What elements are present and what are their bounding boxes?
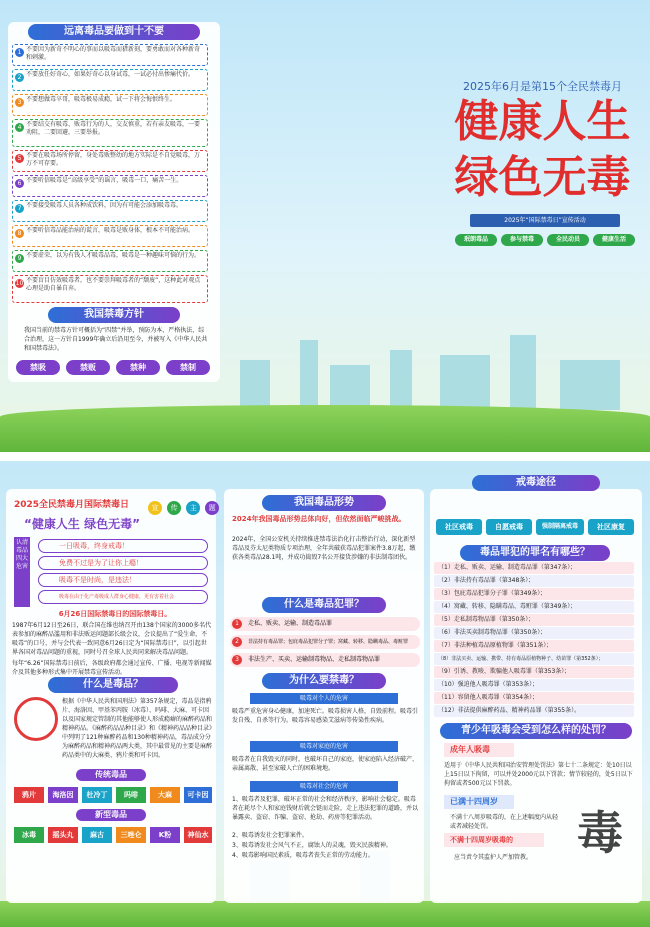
drug-tag: 冰毒 xyxy=(14,827,44,843)
rule-number-icon: 4 xyxy=(15,123,24,132)
drug-tag: 麻古 xyxy=(82,827,112,843)
youth-title: 青少年吸毒会受到怎么样的处罚？ xyxy=(440,723,632,739)
cover-title-line2: 绿色无毒 xyxy=(454,152,631,203)
grass-field xyxy=(0,405,650,452)
harm-side-label: 认清毒品四大危害 xyxy=(14,537,30,607)
top-sheet xyxy=(0,0,650,452)
policy-pill: 禁种 xyxy=(116,360,160,375)
crime-name-row: （6）非法买卖制毒物品罪（第350条）； xyxy=(434,627,634,639)
no-drugs-icon xyxy=(14,697,58,741)
crime-names-title: 毒品罪犯的罪名有哪些？ xyxy=(460,545,610,561)
child-label: 不满十四周岁吸毒的 xyxy=(444,833,544,847)
cover-title-line1: 健康人生 xyxy=(454,96,631,147)
cover-tag: 健康生活 xyxy=(593,234,635,246)
crime-name-row: （3）包庇毒品犯罪分子罪（第349条）； xyxy=(434,588,634,600)
drug-tag: K粉 xyxy=(150,827,180,843)
harm-personal-text: 吸毒严重危害身心健康，加速死亡。吸毒损害人格，自毁前程。吸毒引发自残、自杀等行为。吸毒容易感染艾滋病等传染性疾病。 xyxy=(232,708,419,724)
rule-number-icon: 1 xyxy=(15,48,24,57)
rule-item: 1 不要因为新奇不明心的事而以吸毒而猎新刻，要勇敢而对各种新奇和刺激。 xyxy=(12,44,208,66)
route-tag: 社区戒毒 xyxy=(436,519,482,535)
what-text: 根据《中华人民共和国刑法》第357条规定，毒品是指鸦片、海洛因、甲基苯丙胺（冰毒）、吗啡、大麻、可卡因以及国家规定管制的其他能够使人形成瘾癖的麻醉药品和精神药品。《麻醉药品品种目录》和《精神药品品种目录》中列明了121种麻醉药品和130种精神药品，毒品成分分为麻醉药品和精神药品两大类，其中最常见的主要是麻醉药品类中的大麻类、鸦片类和可卡因。 xyxy=(62,698,213,759)
crime-name-row: （7）非法种植毒品原植物罪（第351条）； xyxy=(434,640,634,652)
city-building xyxy=(330,365,370,410)
what-title: 什么是毒品？ xyxy=(48,677,178,693)
harm-point: 免费不过是为了让你上瘾！ xyxy=(38,556,208,570)
harm-society-item: 2、吸毒诱发社会犯罪案件。 xyxy=(232,832,308,839)
rule-item: 4 不要结交有吸毒、贩毒行为的人，交友慎重，若有亲友吸毒，一要劝阻，二要回避，三要举报。 xyxy=(12,119,208,147)
drug-tag: 三唑仑 xyxy=(116,827,146,843)
number-icon: 3 xyxy=(232,655,242,665)
bottom-sheet xyxy=(0,461,650,927)
city-building xyxy=(390,350,412,410)
policy-title: 我国禁毒方针 xyxy=(48,307,180,323)
teen-label: 已满十四周岁 xyxy=(444,795,514,809)
crime-name-row: （5）走私制毒物品罪（第350条）； xyxy=(434,614,634,626)
rule-item: 5 不要在吸毒场所停留，身处毒贩整幼的地方实际是不自觉吸毒，万万不可存要。 xyxy=(12,150,208,172)
rule-item: 2 不要放任好奇心，如果好奇心以身试毒，一试必付出惨痛代价。 xyxy=(12,69,208,91)
sheet-gap xyxy=(0,452,650,461)
drug-tag: 吗啡 xyxy=(116,787,146,803)
theme-char: 宣 xyxy=(148,501,162,515)
col1-banner: 2025全民禁毒月国际禁毒日 xyxy=(14,500,130,510)
rule-item: 6 不要听信吸毒是“高级享受”的谣言，吸毒一口，痛苦一生。 xyxy=(12,175,208,197)
drug-stamp-graphic: 毒 xyxy=(577,806,623,860)
rule-item: 3 不要想做毒卒哥，吸毒极易成瘾，试一下将会悔恨终生。 xyxy=(12,94,208,116)
crime-name-row: （9）引诱、教唆、欺骗他人吸毒罪（第353条）； xyxy=(434,666,634,678)
crime-name-row: （11）容留他人吸毒罪（第354条）； xyxy=(434,692,634,704)
route-tag: 强制隔离戒毒 xyxy=(536,519,584,535)
theme-char: 题 xyxy=(205,501,219,515)
harm-point: 吸毒不是时尚，是违法！ xyxy=(38,573,208,587)
rule-number-icon: 9 xyxy=(15,254,24,263)
adult-label: 成年人吸毒 xyxy=(444,743,514,757)
rule-item: 8 不要听信毒品能治病的谎言，吸毒是贩身体，根本不可能治病。 xyxy=(12,225,208,247)
rule-number-icon: 8 xyxy=(15,229,24,238)
drug-tag: 神仙水 xyxy=(184,827,212,843)
cover-subtitle: 2025年6月是第15个全民禁毒月 xyxy=(463,80,622,93)
situation-text: 2024年，全国公安机关持续推进禁毒法治化打击整治行动，深化新型毒品及芬太尼类物质专项治理，全年共破获毒品犯罪案件3.8万起，缴获各类毒品28.1吨，并成功捣毁7名公开接货涉嫌的非法制毒团伙。 xyxy=(232,536,416,561)
cover-tag: 珉朗毒品 xyxy=(455,234,497,246)
theme-chars xyxy=(148,495,219,515)
crime-name-row: （4）窝藏、转移、隐瞒毒品、毒赃罪（第349条）； xyxy=(434,601,634,613)
policy-pill: 禁吸 xyxy=(16,360,60,375)
number-icon: 1 xyxy=(232,619,242,629)
harm-point: 一日吸毒，终身戒毒！ xyxy=(38,539,208,553)
situation-lead: 2024年我国毒品形势总体向好，但依然面临严峻挑战。 xyxy=(232,515,406,523)
policy-pill: 禁制 xyxy=(166,360,210,375)
left-panel-title: 远离毒品要做到十不要 xyxy=(28,24,200,40)
crime-item: 1 走私、贩卖、运输、制造毒品罪 xyxy=(230,617,420,631)
city-building xyxy=(560,360,620,410)
adult-text: 适用于《中华人民共和国治安管理处罚法》第七十二条规定：处10日以上15日以下拘留，可以并处2000元以下罚款；情节较轻的，处5日以下拘留或者500元以下罚款。 xyxy=(444,762,633,787)
harm-family-text: 吸毒者在自我毁灭的同时，也破坏自己的家庭，使家庭陷入经济破产、亲属离散、甚至家破人亡的困难境地。 xyxy=(232,756,419,772)
history-text-2: 每年“6.26”国际禁毒日前后，各级政府都会通过宣传、广播、电视等新闻媒介及其他多种形式集中开展禁毒宣传活动。 xyxy=(12,660,212,676)
theme-char: 主 xyxy=(186,501,200,515)
harm-point: 吸毒在由于化产毒吸成人群身心健康，更有害着社会 xyxy=(38,590,208,604)
cover-tag: 参与禁毒 xyxy=(501,234,543,246)
crime-item: 2 非法持有毒品罪；包庇毒品犯罪分子罪；窝藏、转移、隐瞒毒品、毒赃罪 xyxy=(230,635,420,649)
situation-title: 我国毒品形势 xyxy=(262,495,386,511)
rule-number-icon: 3 xyxy=(15,98,24,107)
rule-item: 9 不要虚荣，以为有钱人才吸毒品毒，吸毒是一种趣味可恼的行为。 xyxy=(12,250,208,272)
campaign-banner: 2025年“国际禁毒日”宣传活动 xyxy=(470,214,620,227)
crime-item: 3 非法生产、买卖、运输制毒物品、走私制毒物品罪 xyxy=(230,653,420,667)
rule-number-icon: 10 xyxy=(15,280,24,287)
drug-tag: 大麻 xyxy=(150,787,180,803)
policy-pill: 禁贩 xyxy=(66,360,110,375)
harm-society-item: 4、吸毒影响国民素质，吸毒者丧失正常的劳动能力。 xyxy=(232,852,374,859)
rule-number-icon: 6 xyxy=(15,179,24,188)
rule-number-icon: 2 xyxy=(15,73,24,82)
route-tag: 社区康复 xyxy=(588,519,634,535)
city-building xyxy=(300,340,318,410)
rule-item: 7 不要接受吸毒人员各种成饮料，因为有可能会添加吸毒毒。 xyxy=(12,200,208,222)
harm-society-item: 3、吸毒诱发社会风气不正，腐蚀人的灵魂，毁灭民族精神。 xyxy=(232,842,392,849)
harm-personal-title: 吸毒对个人的危害 xyxy=(250,693,398,704)
new-title: 新型毒品 xyxy=(76,809,146,821)
policy-text: 我国当前的禁毒方针可概括为“四禁”并举，预防为本，严格执法，综合治理，这一方针自1999年确立后沿用至今，并被写入《中华人民共和国禁毒法》。 xyxy=(24,327,208,352)
drug-tag: 鸦片 xyxy=(14,787,44,803)
city-building xyxy=(440,355,490,410)
history-text: 1987年6月12日至26日，联合国在维也纳召开由138个国家的3000多名代表参加的麻醉品滥用和非法贩运问题部长级会议，会议提出了“爱生命，不吸毒”的口号，并与会代表一致同意6月26日定为“国际禁毒日”，以引起世界各国对毒品问题的重视，同时号召全球人民共同来解决毒品问题。 xyxy=(12,622,212,656)
date-line: 6月26日国际禁毒日的国际禁毒日。 xyxy=(58,610,172,618)
harm-society-title: 吸毒对社会的危害 xyxy=(250,781,398,792)
grass-field xyxy=(0,901,650,927)
cover-tag: 全民动员 xyxy=(547,234,589,246)
crime-name-row: （8）非法买卖、运输、携带、持有毒品原植物种子、幼苗罪（第352条）； xyxy=(434,653,634,665)
child-text: 应当责令其监护人严加管教。 xyxy=(454,854,533,861)
route-tag: 自愿戒毒 xyxy=(486,519,532,535)
crime-name-row: （12）非法提供麻醉药品、精神药品罪（第355条）。 xyxy=(434,705,634,717)
drug-tag: 海洛因 xyxy=(48,787,78,803)
drug-tag: 可卡因 xyxy=(184,787,212,803)
crime-name-row: （2）非法持有毒品罪（第348条）； xyxy=(434,575,634,587)
why-title: 为什么要禁毒？ xyxy=(262,673,386,689)
harm-family-title: 吸毒对家庭的危害 xyxy=(250,741,398,752)
crime-name-row: （10）强迫他人吸毒罪（第353条）； xyxy=(434,679,634,691)
traditional-title: 传统毒品 xyxy=(76,769,146,781)
crime-title: 什么是毒品犯罪？ xyxy=(262,597,386,613)
teen-text: 不满十八周岁吸毒的，在上述幅度内从轻或者减轻处罚。 xyxy=(450,814,559,830)
drug-tag: 摇头丸 xyxy=(48,827,78,843)
col1-slogan: “健康人生 绿色无毒” xyxy=(24,517,140,531)
drug-tag: 杜冷丁 xyxy=(82,787,112,803)
routes-title: 戒毒途径 xyxy=(472,475,600,491)
rule-number-icon: 5 xyxy=(15,154,24,163)
theme-char: 传 xyxy=(167,501,181,515)
number-icon: 2 xyxy=(232,637,242,647)
city-building xyxy=(510,335,536,410)
rule-number-icon: 7 xyxy=(15,204,24,213)
rule-item: 10 不要盲目仿效吸毒者，也不要崇拜吸毒者的“颓废”，这种此对观点心理是助自暴自弃。 xyxy=(12,275,208,303)
city-building xyxy=(240,360,270,410)
crime-name-row: （1）走私、贩卖、运输、制造毒品罪（第347条）； xyxy=(434,562,634,574)
harm-society-item: 1、吸毒者及犯罪，破坏正常的社会和经济秩序，影响社会稳定。吸毒者在耗尽个人和家庭钱财后就会铤而走险，走上违法犯罪的道路，并以暴露卖、盗窃、诈骗、盗窃、抢劫、药房等犯罪活动。 xyxy=(232,796,419,821)
